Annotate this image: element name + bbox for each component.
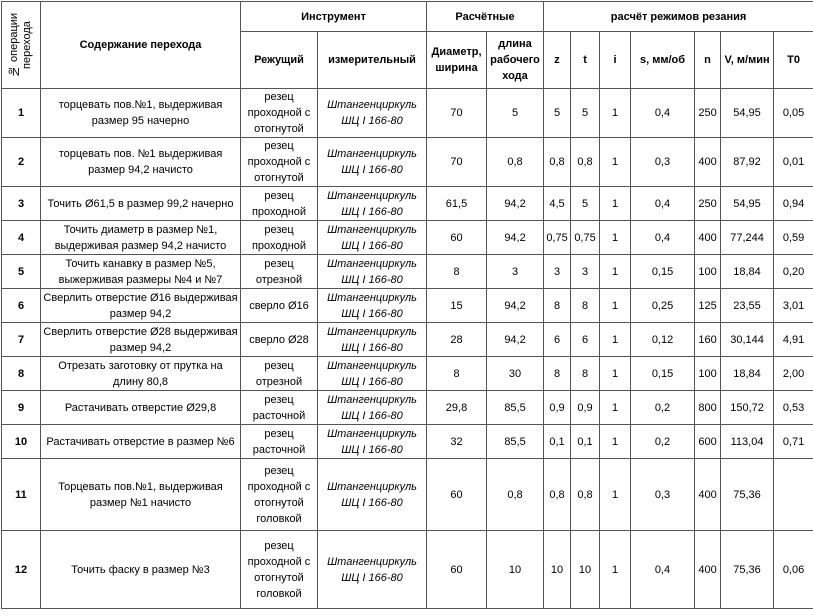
cell-content: торцевать пов. №1 выдерживая размер 94,2 начисто <box>41 138 241 187</box>
cell-length: 85,5 <box>487 391 544 425</box>
cell-i: 1 <box>600 531 631 609</box>
table-row <box>2 323 813 357</box>
header-z: z <box>544 32 571 89</box>
cell-t0: 2,00 <box>774 357 813 391</box>
cell-t0: 0,06 <box>774 531 813 609</box>
cell-length: 94,2 <box>487 289 544 323</box>
cell-t0: 0,53 <box>774 391 813 425</box>
cell-t: 0,8 <box>571 138 600 187</box>
header-t0: T0 <box>774 32 813 89</box>
cell-diameter: 32 <box>427 425 487 459</box>
cell-t0: 3,01 <box>774 289 813 323</box>
cell-measuring: Штангенциркуль ШЦ I 166-80 <box>318 357 427 391</box>
header-measuring: измерительный <box>318 32 427 89</box>
cell-cutting: резец проходной <box>241 221 318 255</box>
cell-i: 1 <box>600 459 631 531</box>
cell-v: 150,72 <box>721 391 774 425</box>
cell-num: 5 <box>2 255 41 289</box>
cell-length: 3 <box>487 255 544 289</box>
header-cutting: Режущий <box>241 32 318 89</box>
cell-z: 0,75 <box>544 221 571 255</box>
cell-t0: 4,91 <box>774 323 813 357</box>
cell-t: 3 <box>571 255 600 289</box>
cell-content: Отрезать заготовку от прутка на длину 80,8 <box>41 357 241 391</box>
cell-num: 10 <box>2 425 41 459</box>
cell-z: 4,5 <box>544 187 571 221</box>
cell-v: 75,36 <box>721 531 774 609</box>
cell-measuring: Штангенциркуль ШЦ I 166-80 <box>318 391 427 425</box>
cell-measuring: Штангенциркуль ШЦ I 166-80 <box>318 221 427 255</box>
header-modes: расчёт режимов резания <box>544 2 813 32</box>
cell-i: 1 <box>600 89 631 138</box>
table-row <box>2 89 813 138</box>
cell-z: 8 <box>544 357 571 391</box>
cell-num: 11 <box>2 459 41 531</box>
table-row <box>2 459 813 531</box>
cell-v: 18,84 <box>721 357 774 391</box>
cell-measuring: Штангенциркуль ШЦ I 166-80 <box>318 255 427 289</box>
cell-diameter: 70 <box>427 138 487 187</box>
cell-t0: 0,01 <box>774 138 813 187</box>
header-op-num: № операции перехода <box>2 2 41 89</box>
cell-length: 0,8 <box>487 138 544 187</box>
cell-content: Точить диаметр в размер №1, выдерживая размер 94,2 начисто <box>41 221 241 255</box>
cell-length: 94,2 <box>487 221 544 255</box>
cell-i: 1 <box>600 425 631 459</box>
cell-v: 18,84 <box>721 255 774 289</box>
cell-n: 250 <box>695 187 721 221</box>
header-t: t <box>571 32 600 89</box>
cell-n: 400 <box>695 459 721 531</box>
cell-s: 0,3 <box>631 459 695 531</box>
cell-z: 0,1 <box>544 425 571 459</box>
cell-t: 6 <box>571 323 600 357</box>
cell-length: 30 <box>487 357 544 391</box>
cell-t0: 0,05 <box>774 89 813 138</box>
header-i: i <box>600 32 631 89</box>
cell-t: 8 <box>571 357 600 391</box>
cell-cutting: резец проходной с отогнутой <box>241 138 318 187</box>
cell-cutting: резец проходной с отогнутой головкой <box>241 531 318 609</box>
cell-t0: 0,20 <box>774 255 813 289</box>
cell-z: 8 <box>544 289 571 323</box>
cell-i: 1 <box>600 138 631 187</box>
cell-z: 0,8 <box>544 459 571 531</box>
header-calculated: Расчётные <box>427 2 544 32</box>
header-v: V, м/мин <box>721 32 774 89</box>
cell-length: 94,2 <box>487 187 544 221</box>
cell-diameter: 29,8 <box>427 391 487 425</box>
cell-measuring: Штангенциркуль ШЦ I 166-80 <box>318 459 427 531</box>
cell-n: 250 <box>695 89 721 138</box>
table-body <box>2 89 813 609</box>
cell-diameter: 70 <box>427 89 487 138</box>
cell-diameter: 8 <box>427 357 487 391</box>
cell-v: 77,244 <box>721 221 774 255</box>
cell-content: Растачивать отверстие в размер №6 <box>41 425 241 459</box>
cell-length: 5 <box>487 89 544 138</box>
cell-v: 54,95 <box>721 187 774 221</box>
cell-s: 0,3 <box>631 138 695 187</box>
cell-n: 100 <box>695 357 721 391</box>
cell-cutting: резец расточной <box>241 425 318 459</box>
cell-diameter: 15 <box>427 289 487 323</box>
table-row <box>2 357 813 391</box>
table-row <box>2 425 813 459</box>
cell-n: 400 <box>695 138 721 187</box>
cell-i: 1 <box>600 221 631 255</box>
cell-s: 0,2 <box>631 391 695 425</box>
cell-v: 30,144 <box>721 323 774 357</box>
cell-content: торцевать пов.№1, выдерживая размер 95 начерно <box>41 89 241 138</box>
cell-content: Точить Ø61,5 в размер 99,2 начерно <box>41 187 241 221</box>
cell-i: 1 <box>600 255 631 289</box>
cell-length: 10 <box>487 531 544 609</box>
cell-i: 1 <box>600 289 631 323</box>
cell-z: 0,9 <box>544 391 571 425</box>
cell-z: 5 <box>544 89 571 138</box>
cell-t0: 0,71 <box>774 425 813 459</box>
cell-cutting: резец отрезной <box>241 357 318 391</box>
cell-num: 6 <box>2 289 41 323</box>
cell-diameter: 28 <box>427 323 487 357</box>
cell-diameter: 61,5 <box>427 187 487 221</box>
cell-num: 4 <box>2 221 41 255</box>
cell-v: 23,55 <box>721 289 774 323</box>
cell-length: 94,2 <box>487 323 544 357</box>
cell-n: 125 <box>695 289 721 323</box>
cell-z: 10 <box>544 531 571 609</box>
table-row <box>2 138 813 187</box>
cell-content: Точить фаску в размер №3 <box>41 531 241 609</box>
cell-s: 0,2 <box>631 425 695 459</box>
cell-v: 113,04 <box>721 425 774 459</box>
header-n: n <box>695 32 721 89</box>
cell-measuring: Штангенциркуль ШЦ I 166-80 <box>318 138 427 187</box>
table-row <box>2 289 813 323</box>
cell-diameter: 60 <box>427 459 487 531</box>
cell-t: 0,9 <box>571 391 600 425</box>
cell-t: 0,75 <box>571 221 600 255</box>
header-s: s, мм/об <box>631 32 695 89</box>
cell-num: 7 <box>2 323 41 357</box>
cell-s: 0,4 <box>631 531 695 609</box>
header-instrument: Инструмент <box>241 2 427 32</box>
cell-n: 100 <box>695 255 721 289</box>
cell-content: Сверлить отверстие Ø28 выдерживая размер 94,2 <box>41 323 241 357</box>
cell-cutting: резец расточной <box>241 391 318 425</box>
cell-num: 1 <box>2 89 41 138</box>
cell-num: 12 <box>2 531 41 609</box>
cell-s: 0,15 <box>631 357 695 391</box>
cell-i: 1 <box>600 323 631 357</box>
cell-s: 0,4 <box>631 89 695 138</box>
header-length: длина рабочего хода <box>487 32 544 89</box>
operations-table <box>1 1 813 609</box>
cell-i: 1 <box>600 357 631 391</box>
cell-cutting: резец проходной <box>241 187 318 221</box>
cell-s: 0,4 <box>631 221 695 255</box>
header-diameter: Диаметр, ширина <box>427 32 487 89</box>
cell-n: 800 <box>695 391 721 425</box>
cell-content: Сверлить отверстие Ø16 выдерживая размер 94,2 <box>41 289 241 323</box>
cell-diameter: 8 <box>427 255 487 289</box>
cell-measuring: Штангенциркуль ШЦ I 166-80 <box>318 323 427 357</box>
cell-t: 5 <box>571 187 600 221</box>
cell-num: 9 <box>2 391 41 425</box>
cell-measuring: Штангенциркуль ШЦ I 166-80 <box>318 425 427 459</box>
cell-t0: 0,94 <box>774 187 813 221</box>
cell-num: 3 <box>2 187 41 221</box>
cell-i: 1 <box>600 187 631 221</box>
cell-i: 1 <box>600 391 631 425</box>
cell-t0 <box>774 459 813 531</box>
cell-s: 0,12 <box>631 323 695 357</box>
table-row <box>2 221 813 255</box>
cell-n: 160 <box>695 323 721 357</box>
cell-measuring: Штангенциркуль ШЦ I 166-80 <box>318 531 427 609</box>
cell-content: Торцевать пов.№1, выдерживая размер №1 начисто <box>41 459 241 531</box>
cell-length: 0,8 <box>487 459 544 531</box>
cell-s: 0,25 <box>631 289 695 323</box>
cell-t: 10 <box>571 531 600 609</box>
cell-v: 87,92 <box>721 138 774 187</box>
cell-n: 600 <box>695 425 721 459</box>
table-row <box>2 187 813 221</box>
cell-v: 75,36 <box>721 459 774 531</box>
table-row <box>2 531 813 609</box>
header-content: Содержание перехода <box>41 2 241 89</box>
cell-measuring: Штангенциркуль ШЦ I 166-80 <box>318 289 427 323</box>
cell-t: 0,8 <box>571 459 600 531</box>
cell-s: 0,15 <box>631 255 695 289</box>
table-row <box>2 391 813 425</box>
cell-diameter: 60 <box>427 221 487 255</box>
cell-z: 3 <box>544 255 571 289</box>
cell-z: 6 <box>544 323 571 357</box>
cell-v: 54,95 <box>721 89 774 138</box>
cell-num: 8 <box>2 357 41 391</box>
cell-measuring: Штангенциркуль ШЦ I 166-80 <box>318 187 427 221</box>
cell-n: 400 <box>695 531 721 609</box>
cell-cutting: сверло Ø28 <box>241 323 318 357</box>
cell-t: 0,1 <box>571 425 600 459</box>
cell-cutting: резец проходной с отогнутой <box>241 89 318 138</box>
cell-cutting: резец отрезной <box>241 255 318 289</box>
cell-t: 8 <box>571 289 600 323</box>
cell-diameter: 60 <box>427 531 487 609</box>
table-row <box>2 255 813 289</box>
cell-cutting: сверло Ø16 <box>241 289 318 323</box>
cell-s: 0,4 <box>631 187 695 221</box>
cell-t0: 0,59 <box>774 221 813 255</box>
cell-n: 400 <box>695 221 721 255</box>
cell-content: Растачивать отверстие Ø29,8 <box>41 391 241 425</box>
cell-z: 0,8 <box>544 138 571 187</box>
cell-num: 2 <box>2 138 41 187</box>
cell-content: Точить канавку в размер №5, выжерживая размеры №4 и №7 <box>41 255 241 289</box>
cell-cutting: резец проходной с отогнутой головкой <box>241 459 318 531</box>
cell-length: 85,5 <box>487 425 544 459</box>
cell-t: 5 <box>571 89 600 138</box>
cell-measuring: Штангенциркуль ШЦ I 166-80 <box>318 89 427 138</box>
